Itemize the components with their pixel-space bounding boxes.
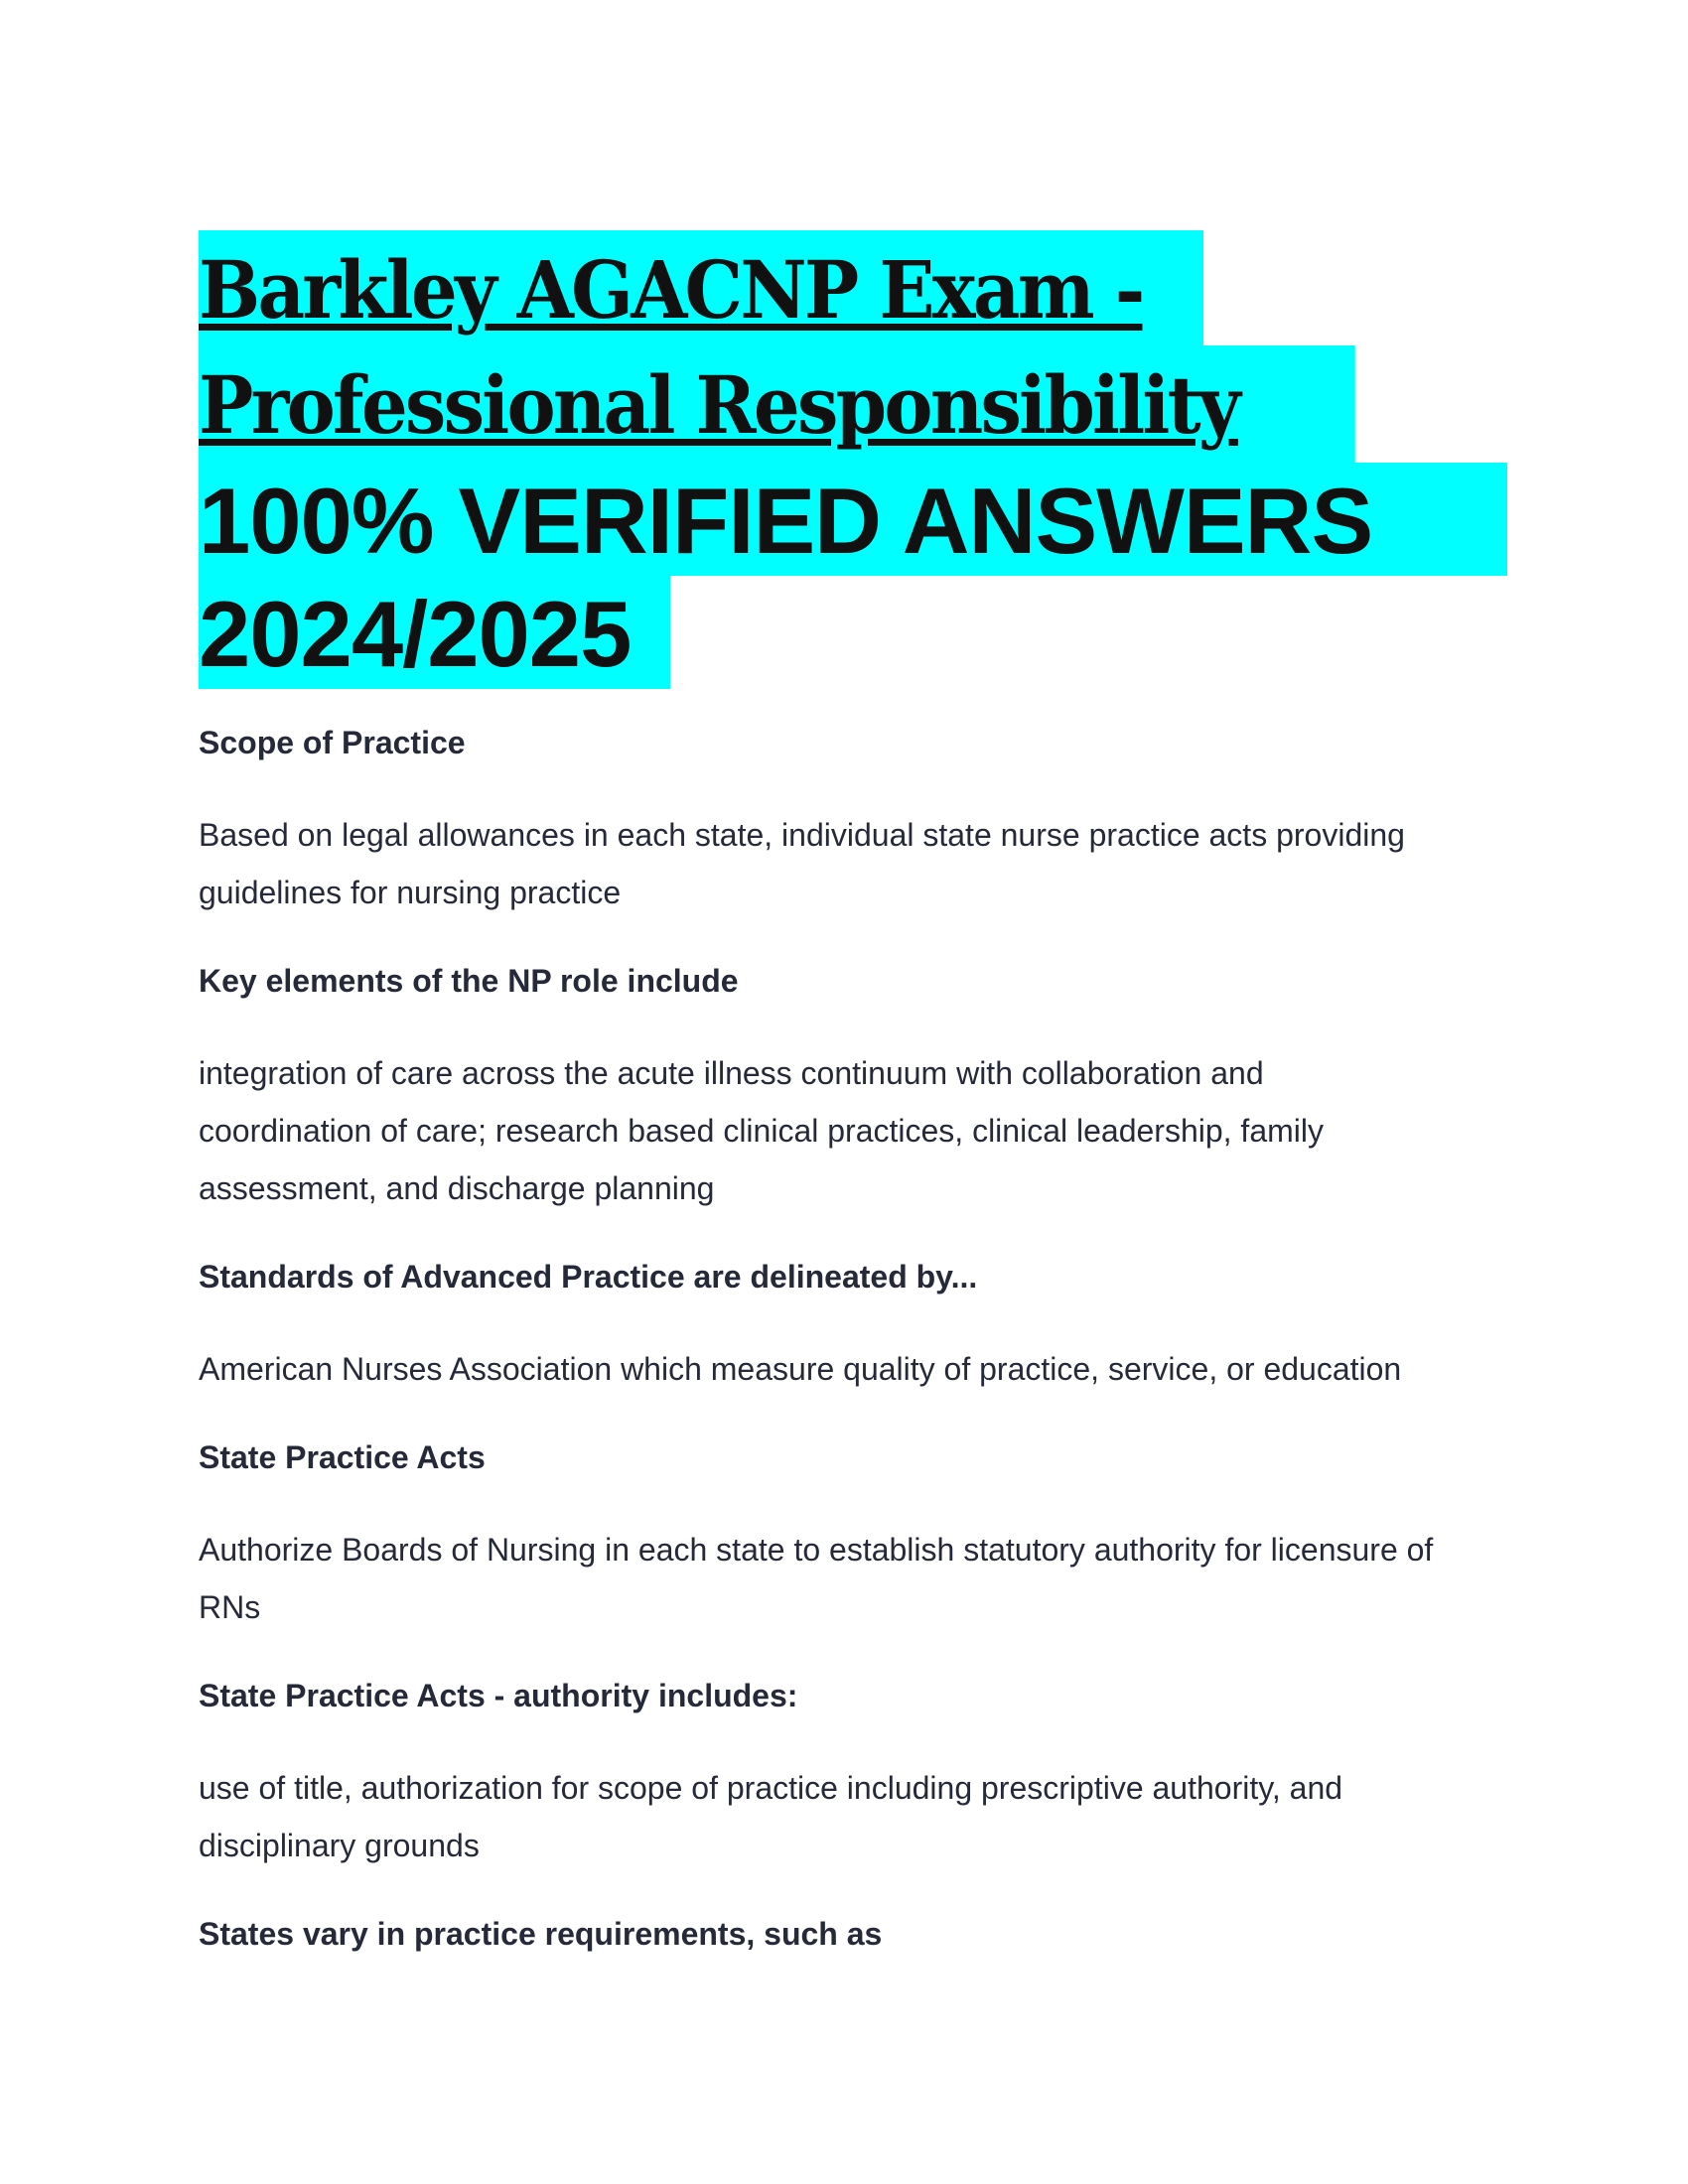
answer-scope-of-practice bbox=[199, 806, 1509, 921]
answer-state-practice-acts-authority bbox=[199, 1759, 1509, 1874]
title-line-3-wrap bbox=[199, 463, 1507, 576]
question-state-practice-acts-authority: State Practice Acts - authority includes: bbox=[199, 1678, 798, 1713]
answer-standards-advanced-practice bbox=[199, 1340, 1509, 1398]
title-line-1-wrap bbox=[199, 230, 1291, 345]
question-standards-advanced-practice: Standards of Advanced Practice are delineated by... bbox=[199, 1259, 978, 1295]
answer-key-elements bbox=[199, 1044, 1509, 1217]
title-line-2-wrap bbox=[199, 345, 1456, 463]
answer-line: Based on legal allowances in each state, individual state nurse practice acts providing bbox=[199, 817, 1405, 853]
answer-line: disciplinary grounds bbox=[199, 1828, 480, 1863]
question-state-practice-acts: State Practice Acts bbox=[199, 1439, 486, 1475]
question-scope-of-practice: Scope of Practice bbox=[199, 725, 466, 760]
answer-line: guidelines for nursing practice bbox=[199, 875, 622, 910]
question-states-vary: States vary in practice requirements, such as bbox=[199, 1916, 883, 1952]
title-line-1: Barkley AGACNP Exam - bbox=[199, 230, 1203, 345]
answer-line: coordination of care; research based clinical practices, clinical leadership, family bbox=[199, 1113, 1324, 1149]
answer-state-practice-acts bbox=[199, 1521, 1509, 1636]
title-line-4: 2024/2025 bbox=[199, 576, 670, 689]
answer-line: Authorize Boards of Nursing in each state to establish statutory authority for licensure of bbox=[199, 1532, 1434, 1568]
question-key-elements: Key elements of the NP role include bbox=[199, 963, 739, 999]
answer-line: RNs bbox=[199, 1589, 261, 1625]
title-line-2: Professional Responsibility bbox=[199, 345, 1355, 463]
title-line-3: 100% VERIFIED ANSWERS bbox=[199, 463, 1507, 576]
title-line-4-wrap bbox=[199, 576, 670, 689]
answer-line: assessment, and discharge planning bbox=[199, 1170, 715, 1206]
answer-line: integration of care across the acute illness continuum with collaboration and bbox=[199, 1055, 1264, 1091]
answer-line: use of title, authorization for scope of practice including prescriptive authority, and bbox=[199, 1770, 1343, 1806]
answer-line: American Nurses Association which measure quality of practice, service, or education bbox=[199, 1351, 1402, 1387]
